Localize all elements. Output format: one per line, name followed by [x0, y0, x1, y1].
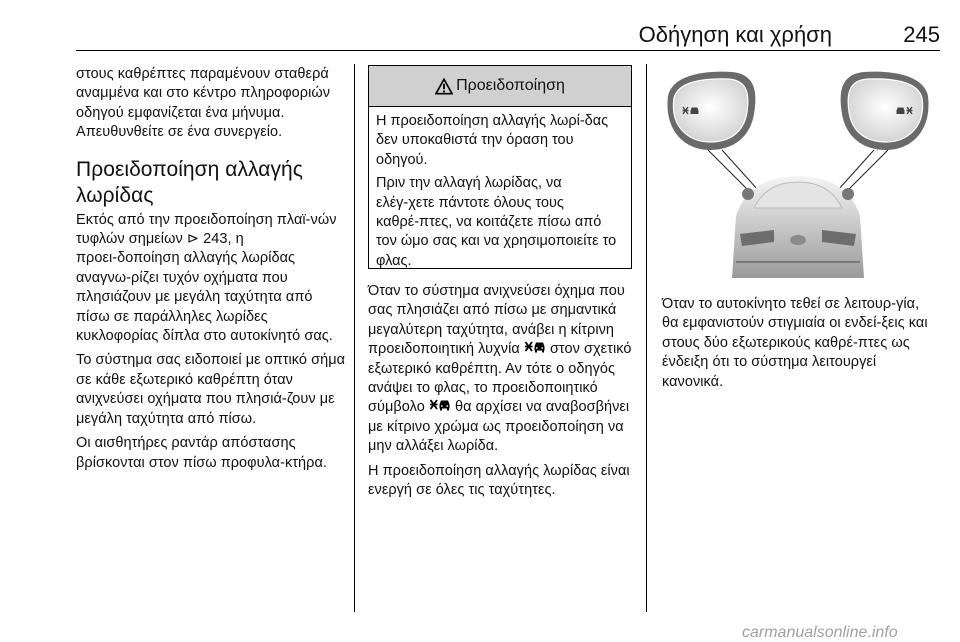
column-3	[662, 295, 934, 397]
paragraph-lane-change-intro	[76, 211, 346, 347]
warning-paragraph-1: Η προειδοποίηση αλλαγής λωρί‑δας δεν υποκαθιστά την όραση του οδηγού.	[376, 113, 609, 168]
paragraph-text: στον σχετικό εξωτερικό καθρέπτη. Αν τότε ο οδηγός ανάψει το φλας, το προειδοποιητικό σύμβολο	[368, 341, 632, 416]
right-mirror	[841, 72, 929, 150]
paragraph-active-speeds: Η προειδοποίηση αλλαγής λωρίδας είναι ενεργή σε όλες τις ταχύτητες.	[368, 462, 630, 499]
paragraph-text: Όταν το σύστημα ανιχνεύσει όχημα που σας πλησιάζει από πίσω με σημαντικά μεγαλύτερη ταχύτητα, ανάβει η κίτρινη προειδοποιητική λυχνία	[368, 283, 625, 358]
warning-header	[369, 66, 631, 107]
paragraph-detection	[368, 282, 634, 457]
column-divider-right	[646, 64, 647, 612]
paragraph-text: , η προει‑δοποίηση αλλαγής λωρίδας αναγνω‑ρίζει τυχόν οχήματα που πλησιάζουν με μεγάλη ταχύτητα από πίσω σε παράλληλες λωρίδες κυκλοφορίας δίπλα στο αυτοκίνητό σας.	[76, 231, 333, 345]
left-mirror	[667, 72, 755, 150]
warning-title: Προειδοποίηση	[456, 77, 565, 94]
warning-box	[368, 65, 632, 269]
page-number: 245	[903, 22, 940, 47]
paragraph-sensors: Οι αισθητήρες ραντάρ απόστασης βρίσκονται στον πίσω προφυλα‑κτήρα.	[76, 435, 327, 471]
column-divider-left	[354, 64, 355, 612]
paragraph-text: θα αρχίσει να αναβοσβήνει με κίτρινο χρώμα ως προειδοποίηση να μην αλλάξει λωρίδα.	[368, 399, 630, 455]
paragraph-intro: στους καθρέπτες παραμένουν σταθερά αναμμένα και στο κέντρο πληροφοριών οδηγού εμφανίζεται ένα μήνυμα. Απευθυνθείτε σε ένα συνεργείο.	[76, 66, 331, 141]
paragraph-text: Εκτός από την προειδοποίηση πλαϊ‑νών τυφλών σημείων	[76, 211, 337, 248]
paragraph-visual-signal: Το σύστημα σας ειδοποιεί με οπτικό σήμα σε κάθε εξωτερικό καθρέπτη όταν ανιχνεύσει οχήματα που πλησιά‑ζουν με μεγάλη ταχύτητα από πίσω.	[76, 352, 346, 427]
column-1	[76, 65, 346, 478]
warning-paragraph-2: Πριν την αλλαγή λωρίδας, να ελέγ‑χετε πάντοτε όλους τους καθρέ‑πτες, να κοιτάζετε πίσω από τον ώμο σας και να χρησιμοποιείτε το φλας.	[376, 175, 617, 269]
watermark: carmanualsonline.info	[742, 624, 898, 641]
car-rear	[732, 176, 864, 278]
page-header-title: Οδήγηση και χρήση	[638, 22, 832, 47]
lane-change-warning-icon	[429, 398, 451, 417]
column-2	[368, 282, 634, 505]
mirror-illustration	[662, 66, 934, 278]
reference-arrow-icon: ⊳	[186, 231, 200, 248]
lane-change-warning-icon	[524, 340, 546, 359]
header-rule	[76, 50, 940, 51]
reference-page: 243	[199, 231, 228, 248]
section-heading: Προειδοποίηση αλλαγής λωρίδας	[76, 157, 303, 207]
warning-triangle-icon	[435, 78, 453, 95]
page-reference-link[interactable]	[187, 231, 228, 247]
paragraph-startup-indicators: Όταν το αυτοκίνητο τεθεί σε λειτουρ‑γία, θα εμφανιστούν στιγμιαία οι ενδεί‑ξεις και στους δύο εξωτερικούς καθρέ‑πτες ως ένδειξη ότι το σύστημα λειτουργεί κανονικά.	[662, 296, 928, 390]
